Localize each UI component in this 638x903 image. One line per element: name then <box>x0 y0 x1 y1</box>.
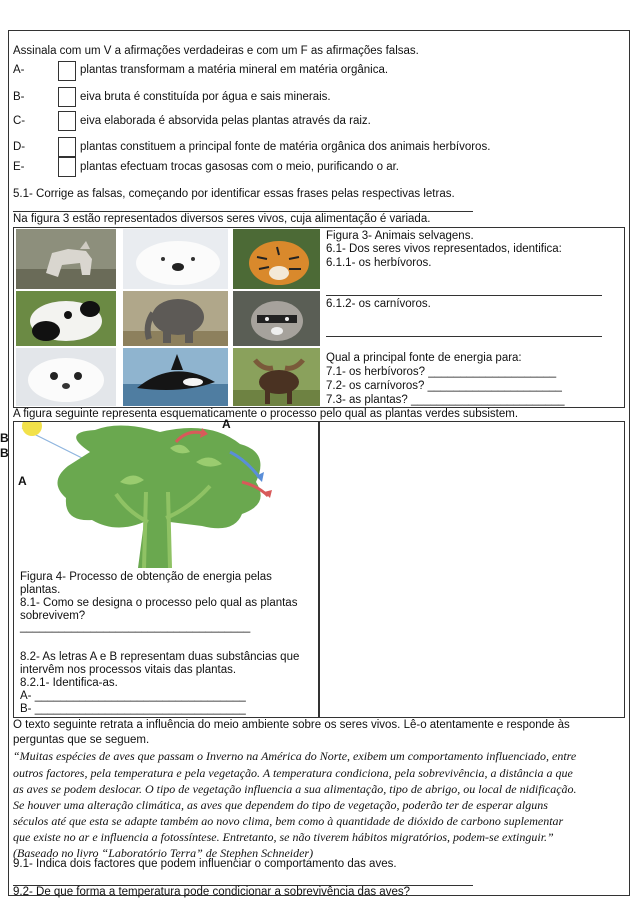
quote-line: Se houver uma alteração climática, as aves que dependem do tipo de vegetação, poderão ter de esperar alguns <box>13 798 548 812</box>
q72-prompt[interactable]: 7.2- os carnívoros? _____________________ <box>326 380 562 392</box>
q7-intro: Qual a principal fonte de energia para: <box>326 352 522 364</box>
answer-box-d[interactable] <box>58 137 76 157</box>
q5-statement-b: eiva bruta é constituída por água e sais minerais. <box>80 91 331 103</box>
q71-prompt[interactable]: 7.1- os herbívoros? ____________________ <box>326 366 557 378</box>
label-a-top: A <box>222 417 231 431</box>
sun-icon <box>22 422 42 436</box>
photosynthesis-diagram <box>20 422 310 572</box>
answer-line-a[interactable]: A- _________________________________ <box>20 690 246 702</box>
q821-prompt: 8.2.1- Identifica-as. <box>20 677 118 689</box>
quote-line: as aves se podem deslocar. O tipo de vegetação influencia a sua alimentação, tipo de abrigo, ou local de nidificação. <box>13 782 577 796</box>
seal-photo <box>16 348 116 406</box>
q6-intro: Na figura 3 estão representados diversos seres vivos, cuja alimentação é variada. <box>13 213 431 225</box>
raccoon-photo <box>233 291 320 346</box>
label-b-1: B <box>0 431 9 445</box>
q61-prompt: 6.1- Dos seres vivos representados, identifica: <box>326 243 562 255</box>
q5-letter-b: B- <box>13 91 25 103</box>
answer-line-q612[interactable] <box>326 336 602 337</box>
quote-line: séculos até que esta se adapte também ao novo clima, bem como à quantidade de dióxido de carbono suplementar <box>13 814 564 828</box>
q5-letter-a: A- <box>13 64 25 76</box>
q81-prompt-2: sobrevivem? <box>20 610 86 622</box>
quote-source: (Baseado no livro “Laboratório Terra” de Stephen Schneider) <box>13 846 314 860</box>
tree-crown <box>57 425 260 568</box>
quote-line: outros factores, pela temperatura e pela vegetação. A temperatura condiciona, pela sobrevivência, a distância a que <box>13 766 573 780</box>
moose-photo <box>233 348 320 406</box>
answer-line-q51[interactable] <box>13 211 473 212</box>
tiger-photo <box>233 229 320 289</box>
figure3-caption: Figura 3- Animais selvagens. <box>326 230 474 242</box>
q9-intro-2: perguntas que se seguem. <box>13 734 150 746</box>
wolf-photo <box>16 229 116 289</box>
answer-line-b[interactable]: B- _________________________________ <box>20 703 246 715</box>
q8-intro: A figura seguinte representa esquematicamente o processo pelo qual as plantas verdes subsistem. <box>13 408 519 420</box>
answer-box-c[interactable] <box>58 111 76 131</box>
answer-line-q81[interactable]: ____________________________________ <box>20 621 251 633</box>
q91-prompt: 9.1- Indica dois factores que podem influenciar o comportamento das aves. <box>13 858 397 870</box>
answer-box-b[interactable] <box>58 87 76 107</box>
answer-box-a[interactable] <box>58 61 76 81</box>
elephant-photo <box>123 291 228 346</box>
label-a-left: A <box>18 474 27 488</box>
q73-prompt[interactable]: 7.3- as plantas? ________________________ <box>326 394 565 406</box>
q5-letter-c: C- <box>13 115 26 127</box>
q5-letter-d: D- <box>13 141 26 153</box>
q5-statement-c: eiva elaborada é absorvida pelas plantas através da raiz. <box>80 115 371 127</box>
orca-photo <box>123 348 228 406</box>
q612-prompt: 6.1.2- os carnívoros. <box>326 298 431 310</box>
q5-statement-e: plantas efectuam trocas gasosas com o meio, purificando o ar. <box>80 161 399 173</box>
answer-line-q611[interactable] <box>326 295 602 296</box>
quote-line: que existe no ar e influencia a fotossíntese. Entretanto, se não tiverem hábitos migratórios, podem-se extinguir.” <box>13 830 554 844</box>
q9-intro-1: O texto seguinte retrata a influência do meio ambiente sobre os seres vivos. Lê-o atentamente e responde às <box>13 719 570 731</box>
q611-prompt: 6.1.1- os herbívoros. <box>326 257 432 269</box>
quote-line: “Muitas espécies de aves que passam o Inverno na América do Norte, exibem um comportamento influenciado, entre <box>13 749 577 763</box>
q92-prompt: 9.2- De que forma a temperatura pode condicionar a sobrevivência das aves? <box>13 886 410 898</box>
q82-prompt-1: 8.2- As letras A e B representam duas substâncias que <box>20 651 300 663</box>
q5-letter-e: E- <box>13 161 25 173</box>
answer-box-e[interactable] <box>58 157 76 177</box>
panda-photo <box>16 291 116 346</box>
q5-statement-a: plantas transformam a matéria mineral em matéria orgânica. <box>80 64 389 76</box>
figure4-caption-2: plantas. <box>20 584 61 596</box>
q5-statement-d: plantas constituem a principal fonte de matéria orgânica dos animais herbívoros. <box>80 141 491 153</box>
label-b-2: B <box>0 446 9 460</box>
q81-prompt-1: 8.1- Como se designa o processo pelo qual as plantas <box>20 597 298 609</box>
q5-instruction: Assinala com um V a afirmações verdadeiras e com um F as afirmações falsas. <box>13 45 419 57</box>
q82-prompt-2: intervêm nos processos vitais das plantas. <box>20 664 237 676</box>
figure4-caption-1: Figura 4- Processo de obtenção de energia pelas <box>20 571 272 583</box>
answer-area-frame <box>319 421 625 718</box>
polar-bear-photo <box>123 229 228 289</box>
q51-prompt: 5.1- Corrige as falsas, começando por identificar essas frases pelas respectivas letras. <box>13 188 455 200</box>
